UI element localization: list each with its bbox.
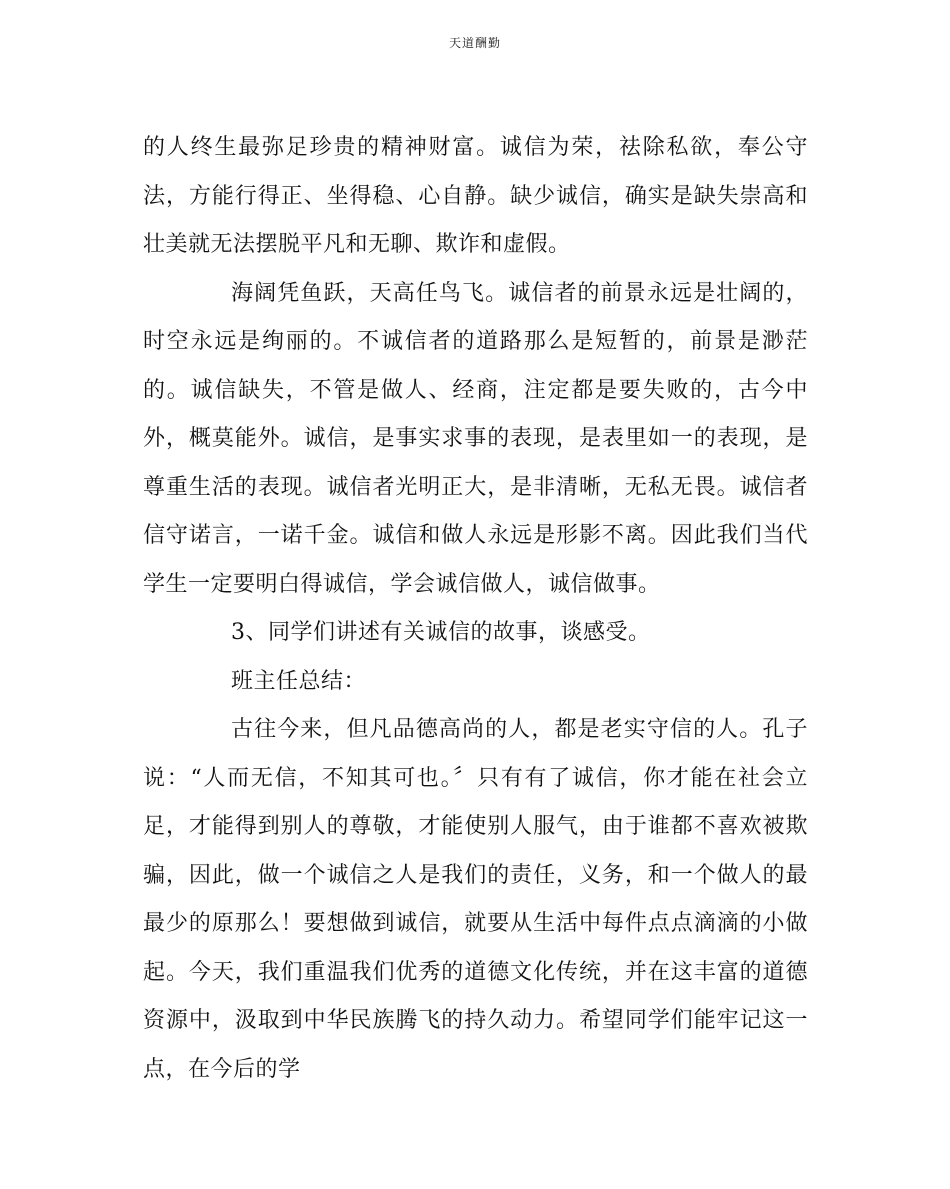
document-body xyxy=(143,124,808,1094)
paragraph-integrity-value: 的人终生最弥足珍贵的精神财富。诚信为荣，祛除私欲，奉公守法，方能行得正、坐得稳、心自静。缺少诚信，确实是缺失崇高和壮美就无法摆脱平凡和无聊、欺诈和虚假。 xyxy=(143,135,808,257)
page-header: 天道酬勤 xyxy=(448,36,501,50)
paragraph-integrity-prospects: 海阔凭鱼跃，天高任鸟飞。诚信者的前景永远是壮阔的，时空永远是绚丽的。不诚信者的道路那么是短暂的，前景是渺茫的。诚信缺失，不管是做人、经商，注定都是要失败的，古今中外，概莫能外。诚信，是事实求事的表现，是表里如一的表现，是尊重生活的表现。诚信者光明正大，是非清晰，无私无畏。诚信者信守诺言，一诺千金。诚信和做人永远是形影不离。因此我们当代学生一定要明白得诚信，学会诚信做人，诚信做事。 xyxy=(143,280,808,597)
paragraph-teacher-summary-heading: 班主任总结： xyxy=(231,668,367,694)
paragraph-teacher-summary: 古往今来，但凡品德高尚的人，都是老实守信的人。孔子说：“人而无信，不知其可也。〞只有有了诚信，你才能在社会立足，才能得到别人的尊敬，才能使别人服气，由于谁都不喜欢被欺骗，因此，做一个诚信之人是我们的责任，义务，和一个做人的最最少的原那么！要想做到诚信，就要从生活中每件点点滴滴的小做起。今天，我们重温我们优秀的道德文化传统，并在这丰富的道德资源中，汲取到中华民族腾飞的持久动力。希望同学们能牢记这一点，在今后的学 xyxy=(143,717,808,1082)
paragraph-student-stories: 3、同学们讲述有关诚信的故事，谈感受。 xyxy=(231,620,651,645)
